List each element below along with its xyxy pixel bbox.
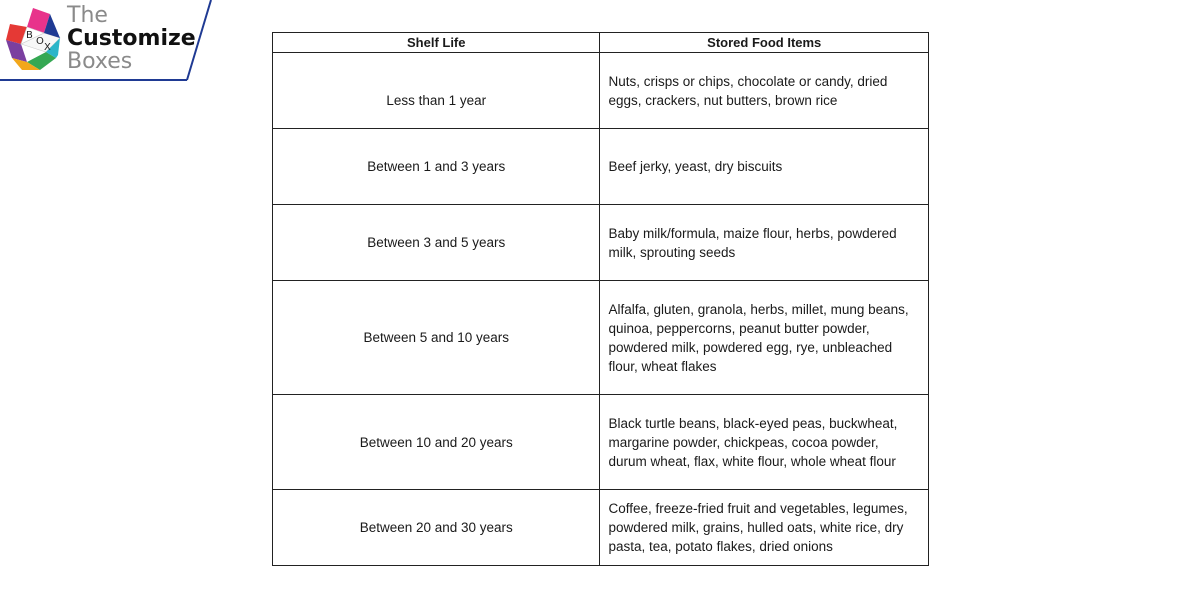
header-shelf-life: Shelf Life bbox=[273, 33, 600, 53]
food-items-cell: Beef jerky, yeast, dry biscuits bbox=[600, 129, 929, 205]
table-row bbox=[273, 490, 929, 566]
shelf-life-cell: Between 1 and 3 years bbox=[273, 129, 600, 205]
cube-letter-b: B bbox=[26, 30, 33, 41]
table-row bbox=[273, 205, 929, 281]
header-stored-food-items: Stored Food Items bbox=[600, 33, 929, 53]
shelf-life-cell: Less than 1 year bbox=[273, 53, 600, 129]
brand-line-1: The bbox=[67, 3, 108, 28]
food-items-cell: Coffee, freeze-fried fruit and vegetables, legumes, powdered milk, grains, hulled oats, white rice, dry pasta, tea, potato flakes, dried onions bbox=[600, 490, 929, 566]
cube-letter-x: X bbox=[44, 42, 51, 53]
brand-line-2: Customize bbox=[67, 26, 196, 51]
food-items-cell: Black turtle beans, black-eyed peas, buckwheat, margarine powder, chickpeas, cocoa powder, durum wheat, flax, white flour, whole wheat flour bbox=[600, 395, 929, 490]
table-row bbox=[273, 395, 929, 490]
table-row bbox=[273, 53, 929, 129]
food-items-cell: Nuts, crisps or chips, chocolate or candy, dried eggs, crackers, nut butters, brown rice bbox=[600, 53, 929, 129]
food-items-cell: Baby milk/formula, maize flour, herbs, powdered milk, sprouting seeds bbox=[600, 205, 929, 281]
shelf-life-cell: Between 3 and 5 years bbox=[273, 205, 600, 281]
brand-logo[interactable] bbox=[0, 0, 212, 82]
shelf-life-table bbox=[272, 32, 929, 566]
brand-name bbox=[67, 4, 196, 73]
brand-line-3: Boxes bbox=[67, 49, 133, 74]
table-row bbox=[273, 281, 929, 395]
shelf-life-cell: Between 10 and 20 years bbox=[273, 395, 600, 490]
shelf-life-cell: Between 20 and 30 years bbox=[273, 490, 600, 566]
shelf-life-cell: Between 5 and 10 years bbox=[273, 281, 600, 395]
food-items-cell: Alfalfa, gluten, granola, herbs, millet, mung beans, quinoa, peppercorns, peanut butter powder, powdered milk, powdered egg, rye, unbleached flour, wheat flakes bbox=[600, 281, 929, 395]
cube-letter-o: O bbox=[36, 36, 44, 47]
table-header-row bbox=[273, 33, 929, 53]
table-row bbox=[273, 129, 929, 205]
